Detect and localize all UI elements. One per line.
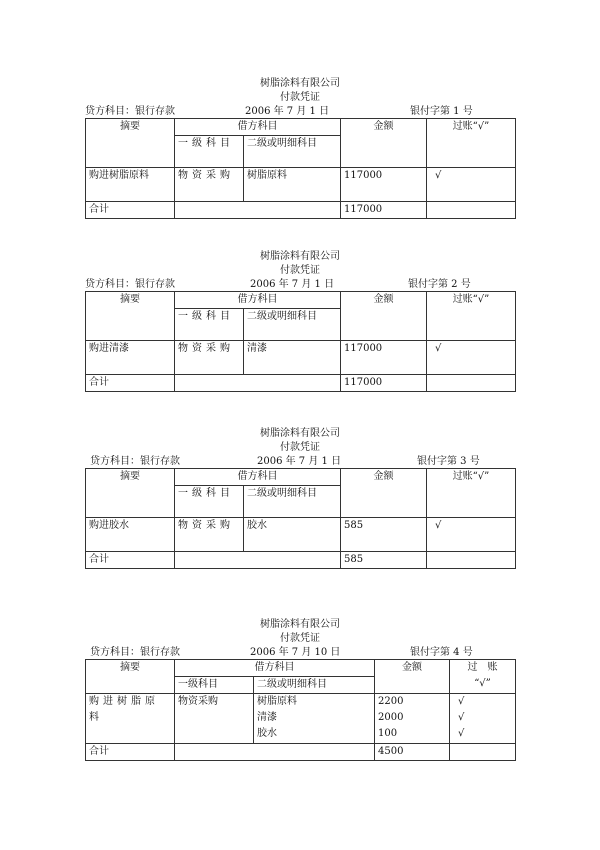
header-posted-line2: “√”: [474, 678, 491, 689]
voucher-title: 付款凭证: [280, 92, 320, 103]
header-first-level: 一级科目: [175, 136, 244, 168]
row-second-level: 胶水: [244, 518, 341, 552]
voucher-number: 银付字第 2 号: [408, 279, 471, 290]
voucher-number: 银付字第 1 号: [410, 106, 473, 117]
posted-check-item: √: [458, 728, 465, 739]
total-row: [86, 202, 516, 219]
voucher-meta: [85, 105, 515, 118]
voucher-date: 2006 年 7 月 1 日: [245, 106, 330, 117]
voucher-date: 2006 年 7 月 10 日: [250, 647, 341, 658]
posted-check-item: √: [458, 712, 465, 723]
row-posted-check: √: [427, 341, 516, 375]
voucher-title: 付款凭证: [280, 633, 320, 644]
company-name: 树脂涂料有限公司: [260, 251, 340, 262]
row-posted-check: [450, 694, 516, 744]
total-row: [86, 552, 516, 569]
voucher-table: [85, 659, 516, 761]
row-amount: 585: [341, 518, 427, 552]
total-posted-empty: [450, 744, 516, 761]
voucher-table: [85, 468, 516, 569]
header-summary: 摘要: [86, 119, 175, 168]
header-second-level: 二级或明细科目: [244, 309, 341, 341]
header-posted-line1: 过 账: [467, 662, 498, 673]
total-posted-empty: [427, 552, 516, 569]
header-amount: 金额: [341, 119, 427, 168]
row-first-level: 物资采购: [175, 518, 244, 552]
voucher-3: [85, 427, 515, 569]
header-first-level: 一级科目: [175, 309, 244, 341]
header-second-level: 二级或明细科目: [244, 486, 341, 518]
header-posted: 过账“√”: [427, 292, 516, 341]
row-first-level: 物资采购: [175, 341, 244, 375]
detail-item: 胶水: [257, 728, 277, 739]
total-empty: [175, 375, 341, 392]
total-row: [86, 375, 516, 392]
credit-account: 贷方科目：银行存款: [85, 279, 175, 290]
voucher-2: [85, 250, 515, 392]
total-amount: 117000: [341, 375, 427, 392]
header-debit-account: 借方科目: [175, 469, 341, 486]
row-amount: 117000: [341, 168, 427, 202]
total-posted-empty: [427, 202, 516, 219]
header-amount: 金额: [341, 292, 427, 341]
header-first-level: 一级科目: [175, 486, 244, 518]
header-posted: [450, 660, 516, 694]
header-debit-account: 借方科目: [175, 119, 341, 136]
voucher-meta: [85, 646, 515, 659]
row-summary: 购进胶水: [86, 518, 175, 552]
amount-item: 2200: [378, 696, 404, 707]
row-summary: 购进树脂原料: [86, 168, 175, 202]
total-posted-empty: [427, 375, 516, 392]
voucher-meta: [85, 278, 515, 291]
header-amount: 金额: [375, 660, 450, 694]
header-summary: 摘要: [86, 660, 175, 694]
voucher-table: [85, 291, 516, 392]
header-debit-account: 借方科目: [175, 660, 375, 677]
header-summary: 摘要: [86, 292, 175, 341]
total-label: 合计: [86, 202, 175, 219]
detail-item: 树脂原料: [257, 696, 297, 707]
total-empty: [175, 744, 375, 761]
total-empty: [175, 552, 341, 569]
total-row: [86, 744, 516, 761]
posted-check-item: √: [458, 696, 465, 707]
table-row: [86, 168, 516, 202]
voucher-number: 银付字第 3 号: [417, 456, 480, 467]
table-row: [86, 341, 516, 375]
credit-account: 贷方科目：银行存款: [90, 456, 180, 467]
company-name: 树脂涂料有限公司: [260, 78, 340, 89]
row-second-level: 清漆: [244, 341, 341, 375]
voucher-table: [85, 118, 516, 219]
total-label: 合计: [86, 744, 175, 761]
total-amount: 4500: [375, 744, 450, 761]
row-second-level: 树脂原料: [244, 168, 341, 202]
header-amount: 金额: [341, 469, 427, 518]
voucher-title: 付款凭证: [280, 442, 320, 453]
row-first-level: 物资采购: [175, 694, 254, 744]
header-second-level: 二级或明细科目: [254, 677, 375, 694]
total-empty: [175, 202, 341, 219]
row-amount: 117000: [341, 341, 427, 375]
row-first-level: 物资采购: [175, 168, 244, 202]
credit-account: 贷方科目：银行存款: [90, 647, 180, 658]
voucher-title: 付款凭证: [280, 265, 320, 276]
table-row: [86, 694, 516, 744]
amount-item: 100: [378, 728, 398, 739]
header-posted: 过账“√”: [427, 469, 516, 518]
table-row: [86, 518, 516, 552]
total-label: 合计: [86, 375, 175, 392]
detail-item: 清漆: [257, 712, 277, 723]
voucher-meta: [85, 455, 515, 468]
company-name: 树脂涂料有限公司: [260, 428, 340, 439]
amount-item: 2000: [378, 712, 404, 723]
voucher-date: 2006 年 7 月 1 日: [257, 456, 342, 467]
row-summary: 购进树脂原料: [86, 694, 175, 744]
total-label: 合计: [86, 552, 175, 569]
row-second-level: [254, 694, 375, 744]
voucher-date: 2006 年 7 月 1 日: [250, 279, 335, 290]
row-posted-check: √: [427, 518, 516, 552]
total-amount: 117000: [341, 202, 427, 219]
row-amount: [375, 694, 450, 744]
header-second-level: 二级或明细科目: [244, 136, 341, 168]
company-name: 树脂涂料有限公司: [260, 619, 340, 630]
header-posted: 过账“√”: [427, 119, 516, 168]
row-posted-check: √: [427, 168, 516, 202]
header-summary: 摘要: [86, 469, 175, 518]
credit-account: 贷方科目：银行存款: [85, 106, 175, 117]
row-summary: 购进清漆: [86, 341, 175, 375]
voucher-1: [85, 77, 515, 219]
voucher-4: [85, 618, 515, 761]
total-amount: 585: [341, 552, 427, 569]
header-debit-account: 借方科目: [175, 292, 341, 309]
header-first-level: 一级科目: [175, 677, 254, 694]
voucher-number: 银付字第 4 号: [410, 647, 473, 658]
